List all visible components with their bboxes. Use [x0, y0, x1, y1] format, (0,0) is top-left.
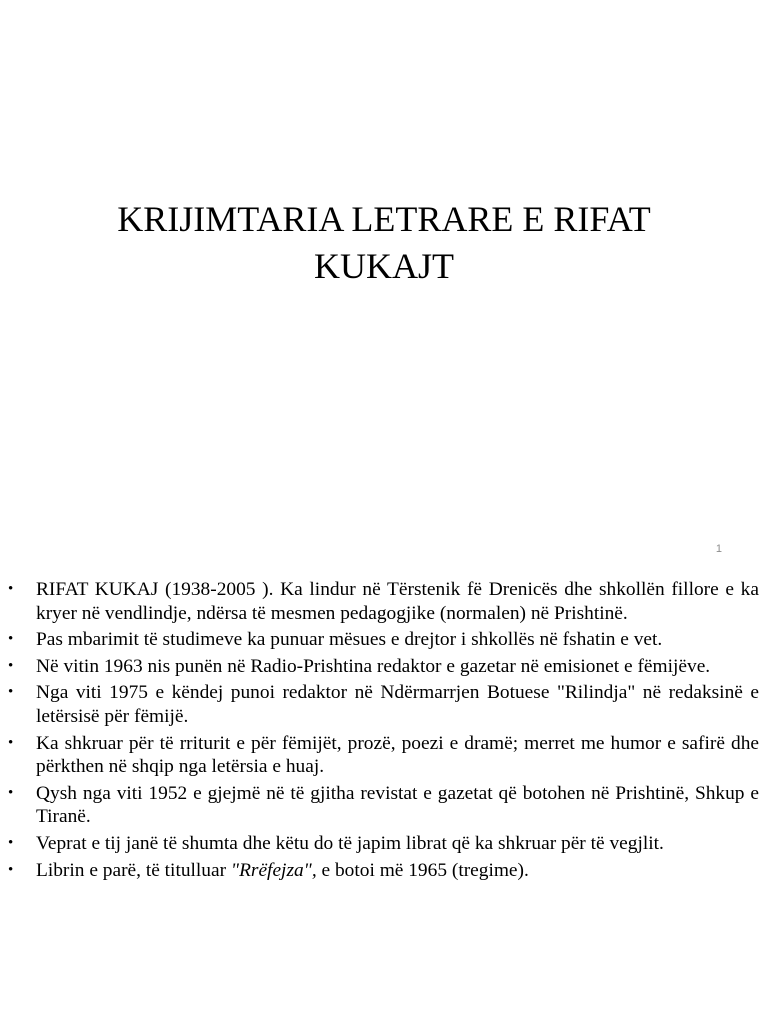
slide-biography [0, 578, 768, 885]
list-item [8, 681, 759, 728]
list-item [8, 732, 759, 779]
bullet-icon: • [8, 861, 14, 878]
bullet-text-after: e botoi më 1965 (tregime). [316, 859, 529, 881]
title-line-1: KRIJIMTARIA LETRARE E RIFAT [117, 199, 651, 239]
bullet-icon: • [8, 631, 14, 648]
list-item [8, 832, 759, 856]
bullet-icon: • [8, 581, 14, 597]
bullet-icon: • [8, 834, 14, 851]
list-item [8, 578, 759, 625]
slide-number: 1 [715, 543, 722, 555]
bullet-text: RIFAT KUKAJ (1938-2005 ). Ka lindur në Tërstenik fë Drenicës dhe shkollën fillore e ka kryer në vendlindje, ndërsa të mesmen pedagogjike (normalen) në Prishtinë. [36, 579, 759, 624]
bullet-icon: • [8, 784, 14, 801]
bullet-icon: • [8, 734, 14, 751]
bullet-text: Qysh nga viti 1952 e gjejmë në të gjitha revistat e gazetat që botohen në Prishtinë, Shkup e Tiranë. [36, 782, 759, 828]
list-item [8, 628, 759, 652]
slide-title [40, 196, 728, 290]
title-line-2: KUKAJT [314, 246, 454, 286]
list-item [8, 655, 759, 679]
bullet-text-before: Librin e parë, të titulluar [36, 859, 231, 881]
list-item [8, 782, 759, 829]
bullet-text: Veprat e tij janë të shumta dhe këtu do të japim librat që ka shkruar për të vegjlit. [36, 832, 664, 854]
bullet-list [0, 578, 768, 882]
bullet-text: Pas mbarimit të studimeve ka punuar mësues e drejtor i shkollës në fshatin e vet. [36, 629, 663, 651]
bullet-text: Ka shkruar për të rriturit e për fëmijët, prozë, poezi e dramë; merret me humor e safirë dhe përkthen në shqip nga letërsia e huaj. [36, 732, 759, 778]
bullet-text: Në vitin 1963 nis punën në Radio-Prishtina redaktor e gazetar në emisionet e fëmijëve. [36, 655, 711, 677]
bullet-icon: • [8, 657, 14, 674]
bullet-icon: • [8, 684, 14, 701]
list-item [8, 859, 759, 883]
bullet-text: Nga viti 1975 e këndej punoi redaktor në Ndërmarrjen Botuese "Rilindja" në redaksinë e letërsisë për fëmijë. [36, 682, 759, 727]
book-title: "Rrëfejza", [230, 859, 317, 881]
